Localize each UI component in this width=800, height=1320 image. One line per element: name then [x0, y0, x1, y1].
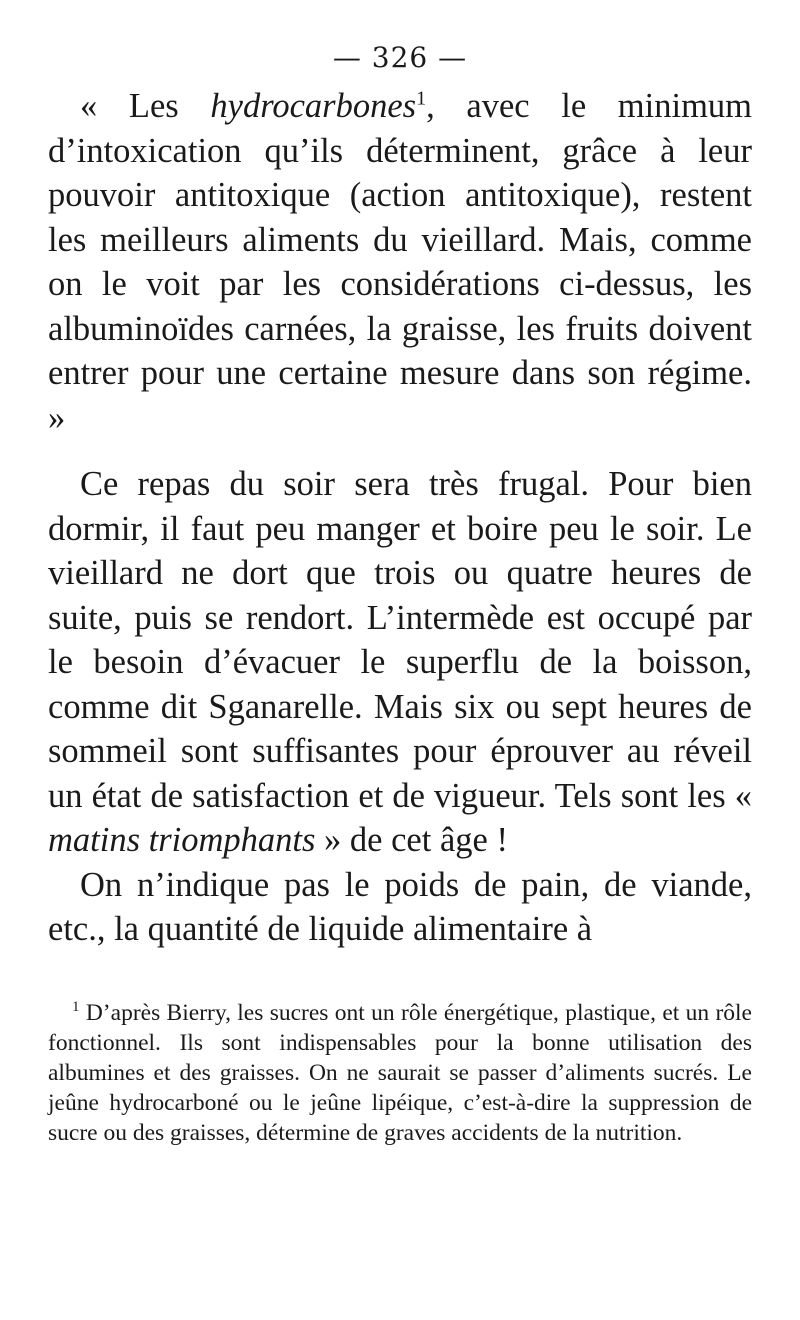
footnote-marker: 1	[72, 998, 80, 1015]
paragraph-body-text-end: » de cet âge !	[315, 821, 508, 859]
paragraph-evening-meal	[48, 462, 752, 863]
footnote-reference[interactable]: 1	[416, 87, 427, 110]
paragraph-body-text: , avec le minimum d’intoxication qu’ils déterminent, grâce à leur pouvoir antitoxique (action antitoxique), restent les meilleurs aliments du vieillard. Mais, comme on le voit par les considérations ci-dessus, les albuminoïdes carnées, la graisse, les fruits doivent entrer pour une certaine mesure dans son régime. »	[48, 87, 752, 437]
footnotes-section	[48, 998, 752, 1148]
paragraph-weights: On n’indique pas le poids de pain, de viande, etc., la quantité de liquide alimentaire à	[48, 865, 752, 948]
paragraph-hydrocarbones	[48, 84, 752, 440]
footnote-1	[48, 998, 752, 1148]
page-number: — 326 —	[332, 41, 468, 74]
footnote-text: D’après Bierry, les sucres ont un rôle énergétique, plastique, et un rôle fonctionnel. Ils sont indispensables pour la bonne utilisation des albumines et des graisses. On ne saurait se passer d’aliments sucrés. Le jeûne hydrocarboné ou le jeûne lipéique, c’est-à-dire la suppression de sucre ou des graisses, détermine de graves accidents de la nutrition.	[48, 999, 752, 1146]
italic-term-hydrocarbones: hydrocarbones	[210, 87, 417, 125]
paragraph-body-text: Ce repas du soir sera très frugal. Pour bien dormir, il faut peu manger et boire peu le soir. Le vieillard ne dort que trois ou quatre heures de suite, puis se rendort. L’intermède est occupé par le besoin d’évacuer le superflu de la boisson, comme dit Sganarelle. Mais six ou sept heures de sommeil sont suffisantes pour éprouver au réveil un état de satisfaction et de vigueur. Tels sont les «	[48, 465, 752, 815]
italic-phrase-matins: matins triomphants	[48, 821, 316, 859]
paragraph-open-quote: « Les	[80, 87, 211, 125]
paragraph-gap	[48, 440, 752, 462]
